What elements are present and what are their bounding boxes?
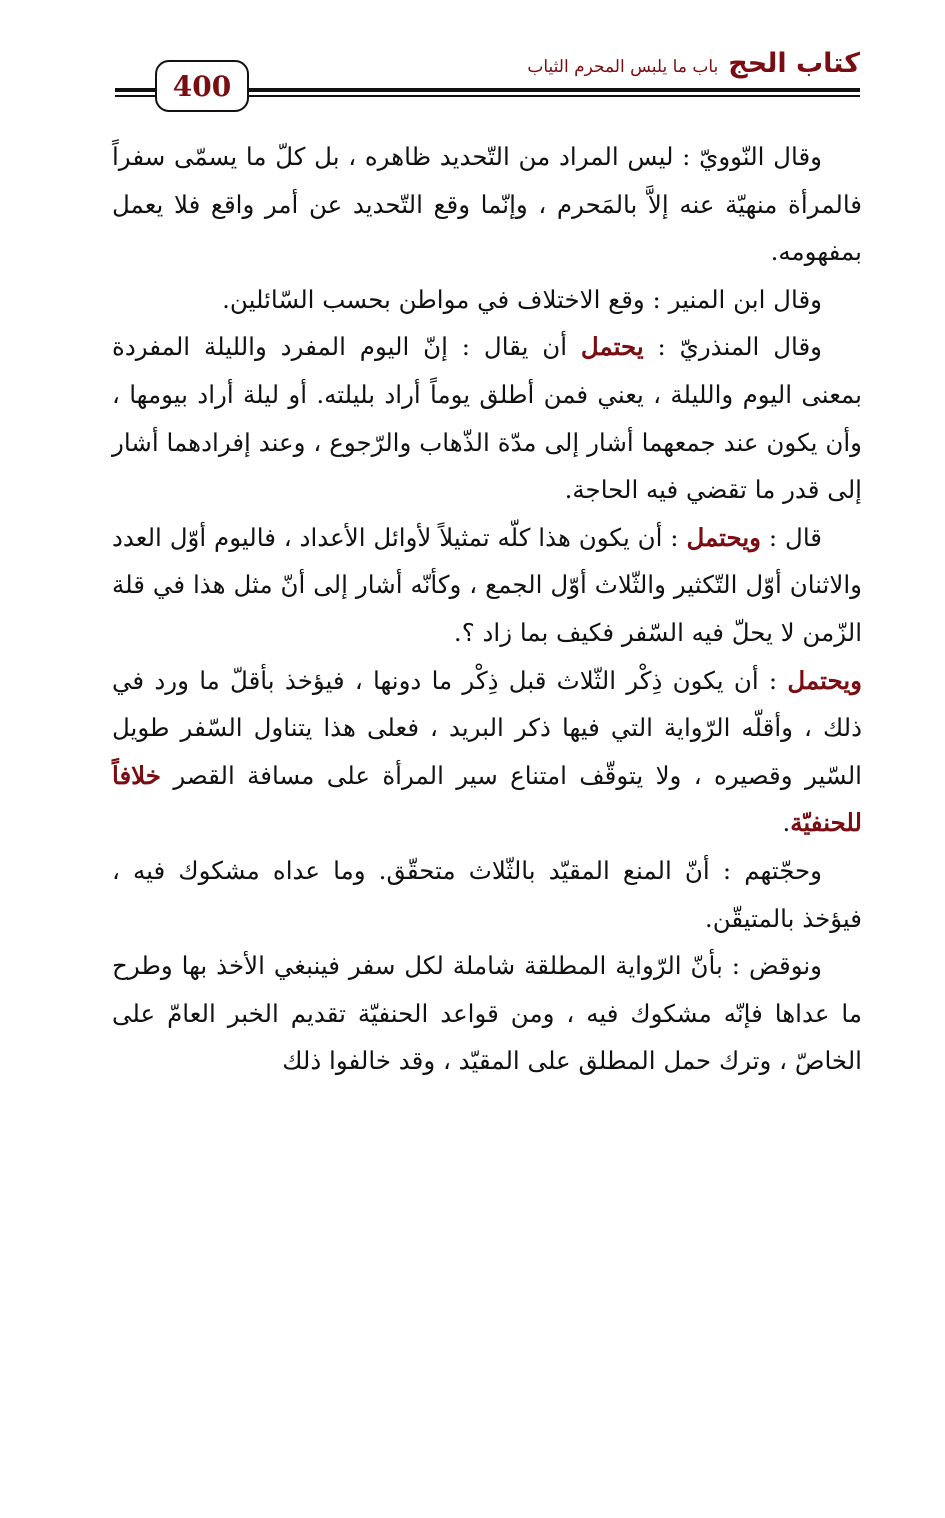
text-segment: قال : xyxy=(761,522,822,552)
paragraph xyxy=(112,133,862,276)
chapter-title: باب ما يلبس المحرم الثياب xyxy=(527,57,719,77)
highlighted-term: خلافاً للحنفيّة xyxy=(112,760,862,838)
text-segment: وقال المنذريّ : xyxy=(643,332,823,362)
text-segment: أن يقال : إنّ اليوم المفرد والليلة المفردة بمعنى اليوم والليلة ، يعني فمن أطلق يوماً أراد بليلته. أو ليلة أراد بيومها ، وأن يكون عند جمعهما أشار إلى مدّة الذّهاب والرّجوع ، وعند إفرادهما أشار إلى قدر ما تقضي فيه الحاجة. xyxy=(112,332,862,505)
paragraph xyxy=(112,323,862,513)
page-number: 400 xyxy=(155,60,249,112)
paragraph xyxy=(112,942,862,1085)
running-title xyxy=(527,48,860,79)
paragraph xyxy=(112,847,862,942)
paragraph xyxy=(112,657,862,847)
text-segment: : أن يكون ذِكْر الثّلاث قبل ذِكْر ما دونها ، فيؤخذ بأقلّ ما ورد في ذلك ، وأقلّه الرّواية التي فيها ذكر البريد ، فعلى هذا يتناول السّفر طويل السّير وقصيره ، ولا يتوقّف امتناع سير المرأة على مسافة القصر xyxy=(112,665,862,790)
highlighted-term: ويحتمل xyxy=(686,522,762,552)
paragraph xyxy=(112,276,862,324)
text-segment: وقال ابن المنير : وقع الاختلاف في مواطن بحسب السّائلين. xyxy=(222,284,822,314)
highlighted-term: يحتمل xyxy=(580,332,644,362)
body-text xyxy=(112,133,862,1085)
book-title: كتاب الحج xyxy=(728,48,860,79)
highlighted-term: ويحتمل xyxy=(787,665,862,695)
page-header xyxy=(115,48,860,114)
text-segment: وقال النّوويّ : ليس المراد من التّحديد ظاهره ، بل كلّ ما يسمّى سفراً فالمرأة منهيّة عنه إلاَّ بالمَحرم ، وإنّما وقع التّحديد عن أمر واقع فلا يعمل بمفهومه. xyxy=(112,142,862,267)
text-segment: ونوقض : بأنّ الرّواية المطلقة شاملة لكل سفر فينبغي الأخذ بها وطرح ما عداها فإنّه مشكوك فيه ، ومن قواعد الحنفيّة تقديم الخبر العامّ على الخاصّ ، وترك حمل المطلق على المقيّد ، وقد خالفوا ذلك xyxy=(112,951,862,1076)
text-segment: وحجّتهم : أنّ المنع المقيّد بالثّلاث متحقّق. وما عداه مشكوك فيه ، فيؤخذ بالمتيقّن. xyxy=(112,855,862,933)
text-segment: : أن يكون هذا كلّه تمثيلاً لأوائل الأعداد ، فاليوم أوّل العدد والاثنان أوّل التّكثير والثّلاث أوّل الجمع ، وكأنّه أشار إلى أنّ مثل هذا في قلة الزّمن لا يحلّ فيه السّفر فكيف بما زاد ؟. xyxy=(112,522,862,647)
text-segment: . xyxy=(782,808,791,838)
paragraph xyxy=(112,514,862,657)
